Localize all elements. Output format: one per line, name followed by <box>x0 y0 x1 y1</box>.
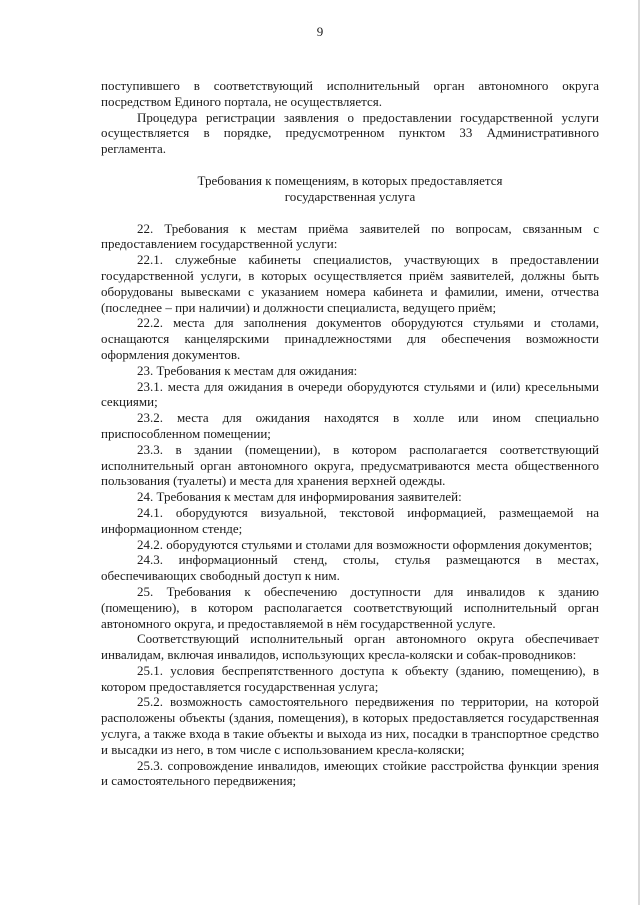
clause-23-3: 23.3. в здании (помещении), в котором располагается соответствующий исполнительный орган автономного округа, предусматриваются места общественного пользования (туалеты) и места для хранения верхней одежды. <box>101 441 599 489</box>
clause-23: 23. Требования к местам для ожидания: <box>137 362 358 378</box>
clause-25-intro: Соответствующий исполнительный орган автономного округа обеспечивает инвалидам, включая инвалидов, использующих кресла-коляски и собак-проводников: <box>101 631 599 663</box>
clause-24-1: 24.1. оборудуются визуальной, текстовой информацией, размещаемой на информационном стенде; <box>101 504 599 536</box>
clause-23-2: 23.2. места для ожидания находятся в холле или ином специально приспособленном помещении; <box>101 410 599 441</box>
section-heading-line-1: Требования к помещениям, в которых предоставляется <box>197 172 503 188</box>
clause-22-2: 22.2. места для заполнения документов оборудуются стульями и столами, оснащаются канцелярскими принадлежностями для обеспечения возможности оформления документов. <box>101 315 599 362</box>
clause-22-1: 22.1. служебные кабинеты специалистов, участвующих в предоставлении государственной услуги, в которых осуществляется приём заявителей, должны быть оборудованы вывесками с указанием номера кабинета и фамилии, имени, отчества (последнее – при наличии) и должности специалиста, ведущего приём; <box>101 252 599 315</box>
clause-22: 22. Требования к местам приёма заявителей по вопросам, связанным с предоставлением государственной услуги: <box>101 220 599 252</box>
clause-25-3: 25.3. сопровождение инвалидов, имеющих стойкие расстройства функции зрения и самостоятельного передвижения; <box>101 757 599 789</box>
intro-paragraph-continuation: поступившего в соответствующий исполнительный орган автономного округа посредством Единого портала, не осуществляется. <box>101 78 599 109</box>
intro-paragraph-registration: Процедура регистрации заявления о предоставлении государственной услуги осуществляется в порядке, предусмотренном пунктом 33 Административного регламента. <box>101 109 599 157</box>
section-heading <box>101 173 599 205</box>
clause-24-2: 24.2. оборудуются стульями и столами для возможности оформления документов; <box>137 536 593 552</box>
clause-25: 25. Требования к обеспечению доступности для инвалидов к зданию (помещению), в котором располагается соответствующий исполнительный орган автономного округа, и предоставляемой в нём государственной услуге. <box>101 583 599 631</box>
page-number: 9 <box>316 24 324 39</box>
clause-24-3: 24.3. информационный стенд, столы, стулья размещаются в местах, обеспечивающих свободный доступ к ним. <box>101 552 599 584</box>
clause-23-1: 23.1. места для ожидания в очереди оборудуются стульями и (или) кресельными секциями; <box>101 378 599 410</box>
clause-24: 24. Требования к местам для информирования заявителей: <box>137 489 462 505</box>
clause-25-1: 25.1. условия беспрепятственного доступа к объекту (зданию, помещению), в котором предоставляется государственная услуга; <box>101 662 599 694</box>
document-body <box>101 78 599 789</box>
section-heading-line-2: государственная услуга <box>284 188 416 204</box>
clause-25-2: 25.2. возможность самостоятельного передвижения по территории, на которой расположены объекты (здания, помещения), в которых предоставляется государственная услуга, а также входа в такие объекты и выхода из них, посадки в транспортное средство и высадки из него, в том числе с использованием кресла-коляски; <box>101 694 599 757</box>
